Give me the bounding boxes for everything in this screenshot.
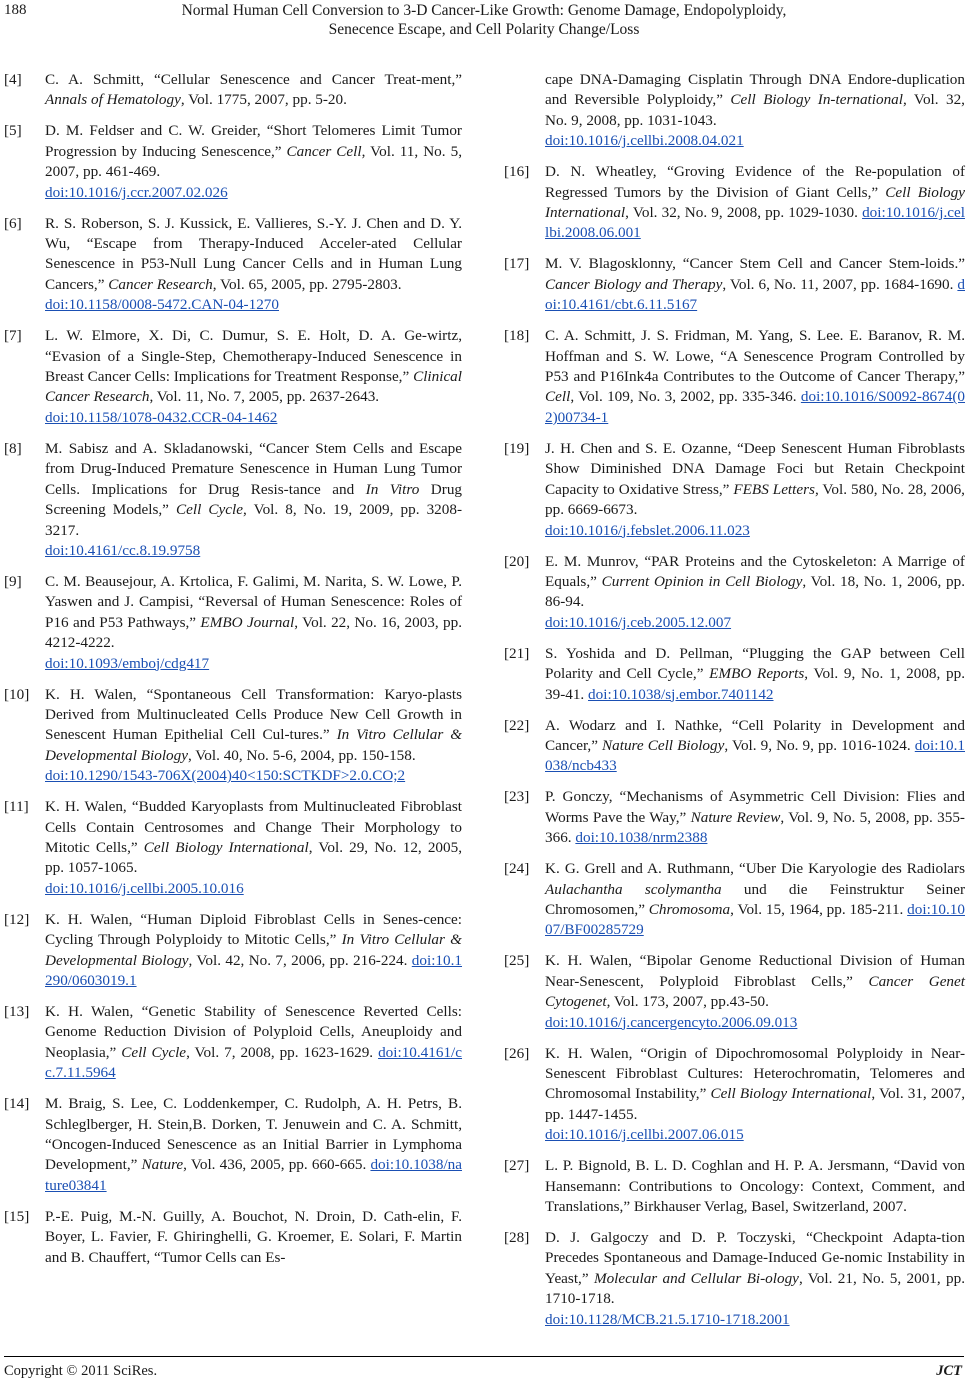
reference-text <box>545 70 965 152</box>
reference-number: [16] <box>504 163 530 181</box>
doi-link[interactable]: doi:10.1038/ncb433 <box>545 736 965 775</box>
reference-item <box>4 439 462 561</box>
reference-segment: E. M. Munrov, “PAR Proteins and the Cytoskeleton: A Marrige of Equals,” <box>545 552 965 590</box>
reference-source-title: Cell Cycle <box>176 501 243 519</box>
reference-item <box>504 859 965 941</box>
reference-number: [9] <box>4 572 22 590</box>
reference-text <box>45 572 462 674</box>
doi-link[interactable]: doi:10.1038/sj.embor.7401142 <box>588 685 774 703</box>
reference-number: [13] <box>4 1003 30 1020</box>
reference-text <box>545 439 965 541</box>
reference-number: [18] <box>504 327 530 345</box>
reference-number: [15] <box>4 1207 30 1225</box>
reference-segment: P. Gonczy, “Mechanisms of Asymmetric Cell Division: Flies and Worms Pave the Way,” <box>545 788 965 826</box>
doi-link[interactable]: doi:10.1038/nrm2388 <box>575 829 708 847</box>
page-footer <box>0 1356 968 1386</box>
reference-segment: , Vol. 580, No. 28, 2006, pp. 6669-6673. <box>545 480 965 519</box>
reference-number: [23] <box>504 788 530 806</box>
reference-source-title: Nature <box>141 1156 184 1174</box>
reference-item <box>4 326 462 428</box>
reference-text <box>45 1094 462 1196</box>
reference-segment: und die Feinstruktur Seiner Chromosomen,” <box>545 880 965 918</box>
reference-source-title: FEBS Letters <box>733 480 815 498</box>
reference-segment: , Vol. 7, 2008, pp. 1623-1629. <box>186 1043 379 1061</box>
reference-text <box>545 716 965 777</box>
reference-number: [11] <box>4 798 29 816</box>
reference-segment: , Vol. 21, No. 5, 2001, pp. 1710-1718. <box>545 1269 966 1308</box>
reference-item <box>504 439 965 541</box>
doi-link[interactable]: doi:10.1038/nature03841 <box>45 1156 462 1194</box>
doi-link[interactable]: doi:10.1016/j.ceb.2005.12.007 <box>545 613 732 631</box>
doi-link[interactable]: doi:10.1007/BF00285729 <box>545 900 965 939</box>
reference-item <box>504 254 965 315</box>
reference-text <box>545 859 965 941</box>
reference-item <box>4 214 462 316</box>
reference-segment: K. G. Grell and A. Ruthmann, “Uber Die Karyologie des Radiolars <box>545 860 965 878</box>
reference-segment: , Vol. 9, No. 1, 2008, pp. 39-41. <box>545 665 966 703</box>
reference-text <box>545 162 965 244</box>
reference-text <box>545 326 965 428</box>
reference-source-title: Aulachantha scolymantha <box>545 880 722 898</box>
reference-segment: K. H. Walen, “Budded Karyoplasts from Multinucleated Fibroblast Cells Contain Centrosomes and Change Their Morphology to Mitotic Cells,” <box>45 798 462 856</box>
reference-number: [19] <box>504 439 530 457</box>
reference-segment: C. M. Beausejour, A. Krtolica, F. Galimi, M. Narita, S. W. Lowe, P. Yaswen and J. Campisi, “Reversal of Human Senescence: Roles of P16 and P53 Pathways,” <box>45 572 462 631</box>
reference-source-title: Nature Cell Biology <box>602 736 725 754</box>
reference-item <box>4 910 462 992</box>
reference-item <box>504 70 965 152</box>
reference-segment: cape DNA-Damaging Cisplatin Through DNA Endore-duplication and Reversible Polyploidy,” <box>545 71 965 109</box>
reference-number: [24] <box>504 860 530 878</box>
reference-segment: D. M. Feldser and C. W. Greider, “Short Telomeres Limit Tumor Progression by Inducing Senescence,” <box>45 122 462 160</box>
reference-text <box>545 552 965 634</box>
doi-link[interactable]: doi:10.4161/cc.8.19.9758 <box>45 541 201 559</box>
reference-segment: , Vol. 11, No. 5, 2007, pp. 461-469. <box>45 142 462 181</box>
reference-segment: D. J. Galgoczy and D. P. Toczyski, “Checkpoint Adapta-tion Precedes Spontaneous and Damage-Induced Ge-nomic Instability in Yeast,” <box>545 1229 965 1287</box>
reference-segment: , Vol. 8, No. 19, 2009, pp. 3208-3217. <box>45 501 463 539</box>
references-right-column <box>504 70 965 1341</box>
reference-segment: A. Wodarz and I. Nathke, “Cell Polarity in Development and Cancer,” <box>545 716 965 754</box>
reference-segment: K. H. Walen, “Origin of Dipochromosomal Polyploidy in Near-Senescent Fibroblast Cultures: Heterochromatin, Telomeres and Chromosomal Instability,” <box>545 1044 965 1103</box>
reference-number: [27] <box>504 1157 530 1175</box>
reference-segment: , Vol. 6, No. 11, 2007, pp. 1684-1690. <box>722 275 958 293</box>
reference-segment: , Vol. 11, No. 7, 2005, pp. 2637-2643. <box>149 388 380 406</box>
reference-source-title: Cancer Genet Cytogenet <box>545 972 965 1011</box>
reference-text <box>45 797 462 899</box>
doi-link[interactable]: doi:10.1016/j.cellbi.2007.06.015 <box>545 1126 744 1144</box>
reference-text <box>45 214 462 316</box>
reference-segment: , Vol. 436, 2005, pp. 660-665. <box>183 1156 371 1174</box>
reference-source-title: Cell Biology International <box>545 183 965 222</box>
reference-text <box>45 70 462 111</box>
reference-number: [14] <box>4 1095 30 1113</box>
reference-item <box>4 121 462 203</box>
reference-segment: , Vol. 9, No. 5, 2008, pp. 355-366. <box>545 808 965 847</box>
reference-item <box>504 1044 965 1146</box>
reference-segment: , Vol. 32, No. 9, 2008, pp. 1029-1030. <box>625 204 863 222</box>
reference-source-title: Cell Biology In-ternational <box>730 91 903 109</box>
reference-number: [28] <box>504 1229 530 1247</box>
reference-segment: , Vol. 9, No. 9, pp. 1016-1024. <box>724 736 915 754</box>
reference-number: [10] <box>4 685 30 703</box>
doi-link[interactable]: doi:10.1128/MCB.21.5.1710-1718.2001 <box>545 1310 790 1328</box>
reference-number: [6] <box>4 214 22 232</box>
reference-item <box>504 552 965 634</box>
reference-text <box>545 787 965 848</box>
doi-link[interactable]: doi:10.1016/j.febslet.2006.11.023 <box>545 521 750 539</box>
reference-source-title: Cell Cycle <box>121 1043 187 1061</box>
doi-link[interactable]: doi:10.1093/emboj/cdg417 <box>45 654 210 672</box>
reference-number: [7] <box>4 327 22 345</box>
reference-segment: C. A. Schmitt, J. S. Fridman, M. Yang, S. Lee. E. Baranov, R. M. Hoffman and S. W. Lowe, “A Senescence Program Controlled by P53 and P16Ink4a Contributes to the Outcome of Cancer Therapy,” <box>545 327 965 386</box>
reference-number: [25] <box>504 952 530 970</box>
reference-item <box>4 572 462 674</box>
reference-number: [20] <box>504 552 530 570</box>
reference-segment: K. H. Walen, “Human Diploid Fibroblast Cells in Senes-cence: Cycling Through Polyploidy to Mitotic Cells,” <box>45 910 462 949</box>
reference-source-title: Cell Biology International <box>143 838 309 856</box>
reference-segment: C. A. Schmitt, “Cellular Senescence and Cancer Treat-ment,” <box>45 71 462 88</box>
reference-number: [21] <box>504 644 530 662</box>
reference-segment: , Vol. 22, No. 16, 2003, pp. 4212-4222. <box>45 613 463 652</box>
doi-link[interactable]: doi:10.1158/0008-5472.CAN-04-1270 <box>45 296 279 314</box>
reference-segment: , Vol. 32, No. 9, 2008, pp. 1031-1043. <box>545 91 965 129</box>
reference-item <box>4 1207 462 1268</box>
reference-text <box>45 685 462 787</box>
reference-text <box>545 644 965 705</box>
reference-segment: S. Yoshida and D. Pellman, “Plugging the GAP between Cell Polarity and Cell Cycle,” <box>545 644 965 683</box>
reference-text <box>545 951 965 1033</box>
reference-segment: , Vol. 18, No. 1, 2006, pp. 86-94. <box>545 572 966 611</box>
reference-segment: , Vol. 42, No. 7, 2006, pp. 216-224. <box>188 951 412 969</box>
reference-source-title: Nature Review <box>690 808 781 826</box>
reference-segment: , Vol. 65, 2005, pp. 2795-2803. <box>212 275 402 293</box>
doi-link[interactable]: doi:10.1158/1078-0432.CCR-04-1462 <box>45 408 278 426</box>
reference-source-title: In Vitro <box>365 480 420 498</box>
reference-source-title: Annals of Hematology <box>45 91 181 109</box>
reference-text <box>45 1207 462 1268</box>
reference-segment: M. Braig, S. Lee, C. Loddenkemper, C. Rudolph, A. H. Petrs, B. Schleglberger, H. Stein,B. Dorken, T. Jenuwein and C. A. Schmitt, “Oncogen-Induced Senescence as an Initial Barrier in Lymphoma Development,” <box>45 1095 462 1174</box>
doi-link[interactable]: doi:10.1016/j.cancergencyto.2006.09.013 <box>545 1013 798 1031</box>
reference-source-title: Cancer Cell <box>286 142 362 160</box>
reference-item <box>4 1002 462 1084</box>
reference-segment: J. H. Chen and S. E. Ozanne, “Deep Senescent Human Fibroblasts Show Diminished DNA Damage Foci but Retain Checkpoint Capacity to Oxidative Stress,” <box>545 439 965 498</box>
doi-link[interactable]: doi:10.1016/S0092-8674(02)00734-1 <box>545 388 965 426</box>
page-number: 188 <box>4 2 27 18</box>
reference-item <box>504 1156 965 1217</box>
reference-source-title: Cancer Research <box>108 275 213 293</box>
doi-link[interactable]: doi:10.4161/cbt.6.11.5167 <box>545 275 965 314</box>
reference-item <box>504 787 965 848</box>
reference-number: [12] <box>4 910 30 928</box>
references-left-column <box>4 70 462 1279</box>
reference-source-title: Cell Biology International <box>710 1085 872 1103</box>
reference-source-title: Chromosoma <box>648 900 731 918</box>
reference-source-title: EMBO Reports <box>709 665 805 683</box>
reference-text <box>45 326 462 428</box>
reference-item <box>504 326 965 428</box>
reference-number: [5] <box>4 122 22 140</box>
reference-segment: , Vol. 173, 2007, pp.43-50. <box>606 993 769 1011</box>
reference-segment: M. V. Blagosklonny, “Cancer Stem Cell and Cancer Stem-loids.” <box>545 255 965 273</box>
reference-item <box>504 716 965 777</box>
footer-rule <box>4 1356 964 1357</box>
doi-link[interactable]: doi:10.1290/1543-706X(2004)40<150:SCTKDF>2.0.CO;2 <box>45 767 406 785</box>
reference-segment: K. H. Walen, “Spontaneous Cell Transformation: Karyo-plasts Derived from Multinucleated Cells Produce New Cell Growth in Senescent Human Epithelial Cell Cul-tures.” <box>45 685 462 744</box>
reference-text <box>545 254 965 315</box>
reference-number: [4] <box>4 71 22 88</box>
reference-source-title: In Vitro Cellular & Developmental Biology <box>45 726 463 764</box>
reference-source-title: Molecular and Cellular Bi-ology <box>593 1269 799 1287</box>
reference-text <box>545 1156 965 1217</box>
doi-link[interactable]: doi:10.1016/j.cellbi.2005.10.016 <box>45 879 244 897</box>
reference-text <box>45 439 462 561</box>
reference-segment: , Vol. 109, No. 3, 2002, pp. 335-346. <box>570 388 801 406</box>
reference-segment: , Vol. 29, No. 12, 2005, pp. 1057-1065. <box>45 838 463 877</box>
reference-item <box>4 685 462 787</box>
reference-segment: L. W. Elmore, X. Di, C. Dumur, S. E. Holt, D. A. Ge-wirtz, “Evasion of a Single-Step, Chemotherapy-Induced Senescence in Breast Cancer Cells: Implications for Treatment Response,” <box>45 327 462 386</box>
reference-text <box>545 1228 965 1330</box>
doi-link[interactable]: doi:10.1016/j.cellbi.2008.06.001 <box>545 204 965 242</box>
doi-link[interactable]: doi:10.1016/j.ccr.2007.02.026 <box>45 183 228 201</box>
reference-number: [8] <box>4 439 22 457</box>
doi-link[interactable]: doi:10.4161/cc.7.11.5964 <box>45 1043 463 1082</box>
doi-link[interactable]: doi:10.1290/0603019.1 <box>45 951 463 989</box>
reference-segment: Drug Screening Models,” <box>45 480 463 519</box>
reference-segment: , Vol. 40, No. 5-6, 2004, pp. 150-158. <box>187 746 416 764</box>
reference-number: [22] <box>504 716 530 734</box>
reference-text <box>45 1002 462 1084</box>
page-header <box>0 0 968 42</box>
reference-number: [17] <box>504 255 530 273</box>
reference-item <box>4 70 462 111</box>
reference-text <box>45 121 462 203</box>
reference-item <box>504 644 965 705</box>
reference-segment: , Vol. 31, 2007, pp. 1447-1455. <box>545 1085 965 1123</box>
reference-segment: K. H. Walen, “Genetic Stability of Senescence Reverted Cells: Genome Reduction Division of Polyploid Cells, Aneuploidy and Neoplasia,” <box>45 1003 462 1061</box>
reference-segment: R. S. Roberson, S. J. Kussick, E. Vallieres, S.-Y. J. Chen and D. Y. Wu, “Escape from Therapy-Induced Acceler-ated Cellular Senescence in P53-Null Lung Cancer Cells and in Human Lung Cancers,” <box>45 214 462 293</box>
doi-link[interactable]: doi:10.1016/j.cellbi.2008.04.021 <box>545 132 744 150</box>
reference-item <box>504 951 965 1033</box>
reference-number: [26] <box>504 1044 530 1062</box>
reference-segment: K. H. Walen, “Bipolar Genome Reductional Division of Human Near-Senescent, Polyploid Fibroblast Cells,” <box>545 952 965 990</box>
reference-text <box>545 1044 965 1146</box>
reference-segment: M. Sabisz and A. Skladanowski, “Cancer Stem Cells and Escape from Drug-Induced Premature Senescence in Human Lung Tumor Cells. Implications for Drug Resis-tance and <box>45 439 462 498</box>
reference-segment: L. P. Bignold, B. L. D. Coghlan and H. P. A. Jersmann, “David von Hansemann: Contributions to Oncology: Context, Comment, and Translations,” Birkhauser Verlag, Basel, Switzerland, 2007. <box>545 1157 965 1216</box>
reference-source-title: Clinical Cancer Research <box>45 368 462 406</box>
running-title-line-2: Senecence Escape, and Cell Polarity Change/Loss <box>328 21 640 38</box>
copyright-notice: Copyright © 2011 SciRes. <box>4 1363 158 1379</box>
reference-item <box>4 797 462 899</box>
reference-item <box>4 1094 462 1196</box>
journal-abbrev: JCT <box>936 1363 962 1379</box>
reference-source-title: In Vitro Cellular & Developmental Biology <box>45 931 462 969</box>
reference-segment: , Vol. 1775, 2007, pp. 5-20. <box>180 91 347 109</box>
reference-segment: D. N. Wheatley, “Groving Evidence of the Re-population of Regressed Tumors by the Division of Giant Cells,” <box>545 163 965 201</box>
reference-text <box>45 910 462 992</box>
reference-segment: , Vol. 15, 1964, pp. 185-211. <box>730 900 908 918</box>
running-title-line-1: Normal Human Cell Conversion to 3-D Cancer-Like Growth: Genome Damage, Endopolyploidy, <box>181 2 787 19</box>
reference-source-title: Cancer Biology and Therapy <box>545 275 723 293</box>
reference-source-title: Cell <box>545 388 571 406</box>
reference-segment: P.-E. Puig, M.-N. Guilly, A. Bouchot, N. Droin, D. Cath-elin, F. Boyer, L. Favier, F. Ghiringhelli, G. Kroemer, E. Solari, F. Martin and B. Chauffert, “Tumor Cells can Es- <box>45 1207 462 1266</box>
reference-item <box>504 1228 965 1330</box>
reference-source-title: EMBO Journal <box>200 613 295 631</box>
reference-source-title: Current Opinion in Cell Biology <box>601 572 803 590</box>
reference-item <box>504 162 965 244</box>
